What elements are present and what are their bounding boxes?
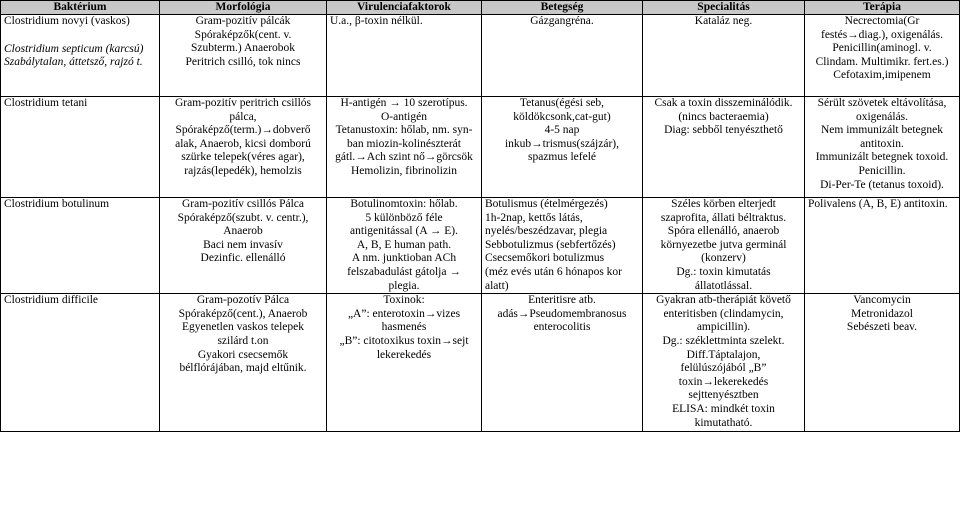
- cell-line: Nem immunizált betegnek: [821, 124, 943, 137]
- cell-line: Gram-pozotív Pálca: [196, 294, 290, 307]
- cell-line: (konzerv): [701, 252, 746, 265]
- cell-line: Immunizált betegnek toxoid.: [815, 151, 949, 164]
- header-therapy: Terápia: [805, 1, 960, 15]
- cell-line: A, B, E human path.: [356, 238, 452, 251]
- cell-morphology: [160, 294, 327, 432]
- cell-line: ampicillin).: [696, 321, 751, 334]
- cell-line: Clindam. Multimikr. fert.es.): [815, 55, 949, 68]
- cell-line: Peritrich csilló, tok nincs: [185, 55, 301, 68]
- cell-line: toxin→lekerekedés: [678, 375, 769, 388]
- cell-line: adás→Pseudomembranosus: [497, 307, 627, 320]
- header-virulence: Virulenciafaktorok: [327, 1, 482, 15]
- cell-virulence: [327, 15, 482, 97]
- cell-line: Sebészeti beav.: [846, 321, 918, 334]
- cell-line: Penicillin(aminogl. v.: [832, 42, 932, 55]
- cell-line: H-antigén → 10 szerotípus.: [340, 97, 468, 109]
- cell-disease: [482, 15, 643, 97]
- cell-line: állatotlással.: [694, 279, 753, 292]
- cell-line: Gram-pozitív peritrich csillós: [174, 97, 312, 109]
- cell-bacterium: [1, 294, 160, 432]
- cell-therapy: [805, 97, 960, 198]
- cell-line: 4-5 nap: [544, 124, 580, 137]
- cell-line: Spóraképzők(cent. v.: [194, 28, 292, 41]
- cell-line: Clostridium septicum (karcsú): [4, 42, 144, 55]
- cell-line: lekerekedés: [376, 348, 432, 361]
- cell-line: festés→diag.), oxigenálás.: [821, 28, 943, 41]
- cell-line: Clostridium tetani: [4, 97, 88, 109]
- cell-line: spazmus lefelé: [527, 151, 596, 164]
- header-disease: Betegség: [482, 1, 643, 15]
- cell-line: antigenitással (A → E).: [350, 225, 458, 238]
- cell-line: Sebbotulizmus (sebfertőzés): [485, 238, 616, 251]
- cell-therapy: [805, 15, 960, 97]
- cell-specialty: [643, 97, 805, 198]
- cell-line: Kataláz neg.: [694, 15, 753, 27]
- cell-line: Széles körben elterjedt: [671, 198, 776, 210]
- cell-line: Szubterm.) Anaerobok: [190, 42, 296, 55]
- cell-line: szürke telepek(véres agar),: [181, 151, 305, 164]
- cell-line: Diff.Táptalajon,: [686, 348, 761, 361]
- cell-line: 5 különböző féle: [365, 211, 443, 224]
- cell-line: alatt): [485, 279, 509, 292]
- cell-line: Sérült szövetek eltávolítása,: [817, 97, 947, 109]
- row-botulinum: [1, 198, 960, 294]
- cell-line: Enteritisre atb.: [528, 294, 596, 307]
- cell-line: Gyakori csecsemők: [197, 348, 289, 361]
- row-novyi: [1, 15, 960, 97]
- header-specialty: Specialitás: [643, 1, 805, 15]
- cell-line: Egyenetlen vaskos telepek: [182, 321, 304, 334]
- cell-line: oxigenálás.: [855, 110, 909, 123]
- cell-line: Clostridium novyi (vaskos): [4, 15, 130, 27]
- cell-specialty: [643, 294, 805, 432]
- cell-line: Gázgangréna.: [530, 15, 594, 27]
- cell-line: ELISA: mindkét toxin: [672, 402, 775, 415]
- cell-bacterium: [1, 97, 160, 198]
- row-tetani: [1, 97, 960, 198]
- cell-line: Penicillin.: [858, 164, 906, 177]
- cell-line: inkub→trismus(szájzár),: [504, 137, 619, 150]
- cell-line: Metronidazol: [851, 307, 913, 320]
- cell-line: Cefotaxim,imipenem: [833, 69, 931, 82]
- cell-line: Necrectomia(Gr: [844, 15, 920, 27]
- cell-line: sejttenyésztben: [688, 389, 759, 402]
- cell-line: 1h-2nap, kettős látás,: [485, 211, 583, 224]
- cell-specialty: [643, 198, 805, 294]
- cell-line: szaprofita, állati béltraktus.: [660, 211, 787, 224]
- cell-line: plegia.: [388, 279, 420, 292]
- header-row: [1, 1, 960, 15]
- cell-line: Polivalens (A, B, E) antitoxin.: [808, 198, 948, 210]
- cell-line: Di-Per-Te (tetanus toxoid).: [820, 178, 944, 191]
- cell-line: hasmenés: [381, 321, 427, 334]
- cell-line: Vancomycin: [853, 294, 911, 307]
- cell-line: Dg.: toxin kimutatás: [676, 265, 771, 278]
- cell-line: Anaerob: [223, 225, 263, 238]
- cell-line: Baci nem invasív: [203, 238, 283, 251]
- cell-line: Toxinok:: [383, 294, 425, 307]
- cell-line: Tetanus(égési seb,: [519, 97, 605, 109]
- cell-line: Gram-pozitív csillós Pálca: [182, 198, 304, 210]
- cell-morphology: [160, 15, 327, 97]
- cell-line: U.a., β-toxin nélkül.: [330, 15, 423, 27]
- cell-bacterium: [1, 198, 160, 294]
- cell-line: enteritisben (clindamycin,: [663, 307, 784, 320]
- cell-morphology: [160, 97, 327, 198]
- cell-line: környezetbe jutva germinál: [660, 238, 787, 251]
- cell-line: (méz evés után 6 hónapos kor: [485, 265, 623, 278]
- cell-line: köldökcsonk,cat-gut): [513, 110, 611, 123]
- cell-line: Csak a toxin disszeminálódik.: [654, 97, 793, 109]
- cell-line: alak, Anaerob, kicsi domború: [175, 137, 311, 150]
- header-morphology: Morfológia: [160, 1, 327, 15]
- cell-line: felülúszójából „B”: [680, 362, 767, 375]
- cell-line: Szabálytalan, áttetsző, rajzó t.: [4, 56, 143, 69]
- cell-line: bélflórájában, majd eltűnik.: [179, 362, 307, 375]
- cell-line: Spóraképző(cent.), Anaerob: [178, 307, 308, 320]
- cell-virulence: [327, 294, 482, 432]
- cell-line: Spóra ellenálló, anaerob: [667, 225, 780, 238]
- cell-line: Spóraképző(term.)→dobverő: [175, 124, 311, 137]
- row-difficile: [1, 294, 960, 432]
- cell-line: Dg.: széklettminta szelekt.: [662, 334, 785, 347]
- cell-disease: [482, 198, 643, 294]
- cell-specialty: [643, 15, 805, 97]
- cell-line: kimutatható.: [694, 416, 753, 429]
- cell-line: Gyakran atb-therápiát követő: [656, 294, 791, 307]
- cell-disease: [482, 294, 643, 432]
- cell-line: Spóraképző(szubt. v. centr.),: [177, 211, 309, 224]
- cell-virulence: [327, 97, 482, 198]
- cell-line: O-antigén: [381, 110, 427, 123]
- cell-line: „A”: enterotoxin→vizes: [347, 307, 461, 320]
- cell-line: [4, 29, 156, 43]
- cell-line: Botulismus (ételmérgezés): [485, 198, 608, 210]
- cell-therapy: [805, 198, 960, 294]
- cell-disease: [482, 97, 643, 198]
- cell-line: gátl.→Ach szint nő→görcsök: [335, 151, 473, 164]
- cell-line: Csecsemőkori botulizmus: [485, 252, 605, 265]
- cell-line: antitoxin.: [860, 137, 904, 150]
- cell-line: Tetanustoxin: hőlab, nm. syn-: [335, 124, 473, 137]
- cell-line: felszabadulást gátolja →: [347, 265, 461, 278]
- cell-line: Clostridium botulinum: [4, 198, 110, 210]
- cell-line: (nincs bacteraemia): [678, 110, 769, 123]
- cell-line: Hemolizin, fibrinolizin: [350, 164, 458, 177]
- cell-morphology: [160, 198, 327, 294]
- cell-line: Botulinomtoxin: hőlab.: [350, 198, 458, 210]
- cell-line: „B”: citotoxikus toxin→sejt: [339, 334, 469, 347]
- cell-line: nyelés/beszédzavar, plegia: [485, 225, 608, 238]
- cell-virulence: [327, 198, 482, 294]
- cell-line: Dezinfic. ellenálló: [200, 252, 286, 265]
- cell-line: ban miozin-kolinészterát: [346, 137, 461, 150]
- cell-line: Clostridium difficile: [4, 294, 99, 307]
- cell-bacterium: [1, 15, 160, 97]
- cell-line: A nm. junktioban ACh: [351, 252, 457, 265]
- cell-line: Gram-pozitív pálcák: [195, 15, 291, 27]
- cell-line: Diag: sebből tenyészthető: [664, 124, 783, 137]
- cell-line: rajzás(lepedék), hemolzis: [184, 164, 302, 177]
- cell-line: szilárd t.on: [217, 334, 269, 347]
- cell-therapy: [805, 294, 960, 432]
- cell-line: pálca,: [229, 110, 257, 123]
- header-bacterium: Baktérium: [1, 1, 160, 15]
- cell-line: enterocolitis: [533, 321, 591, 334]
